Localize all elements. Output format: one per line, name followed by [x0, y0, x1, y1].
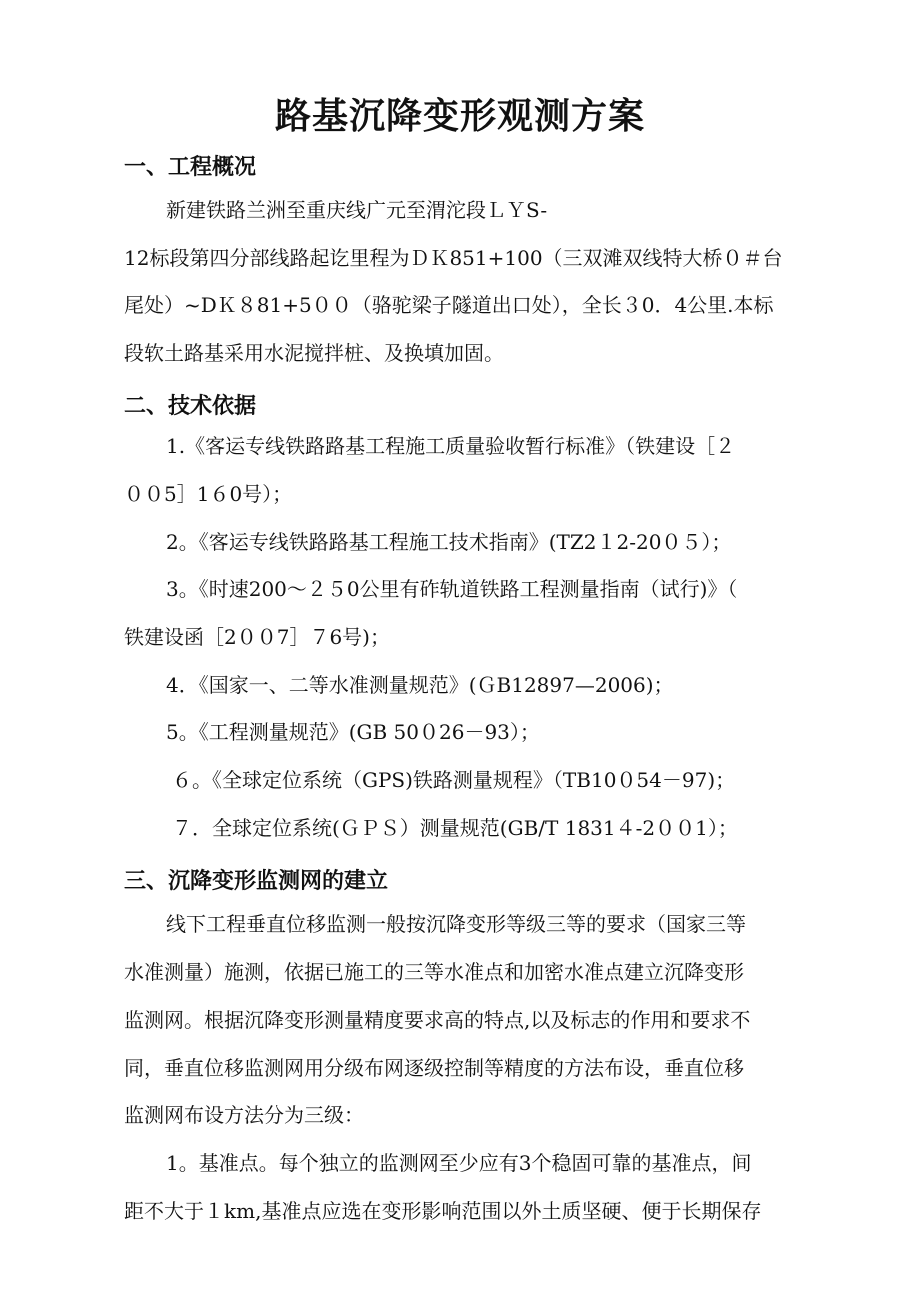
paragraph-line: 段软土路基采用水泥搅拌桩、及换填加固。: [124, 341, 504, 365]
paragraph-line: 尾处）~DＫ８81+5００（骆驼梁子隧道出口处），全长３0．4公里.本标: [124, 293, 774, 317]
reference-item: 4．《国家一、二等水准测量规范》(ＧB12897—2006)；: [166, 673, 674, 697]
paragraph-line: 线下工程垂直位移监测一般按沉降变形等级三等的要求（国家三等: [166, 912, 746, 936]
document-title: 路基沉降变形观测方案: [274, 96, 645, 137]
paragraph-line: 水准测量）施测，依据已施工的三等水准点和加密水准点建立沉降变形: [124, 960, 744, 984]
reference-item-continued: ００5］1６0号）；: [124, 482, 293, 506]
paragraph-line: 监测网布设方法分为三级：: [124, 1103, 364, 1127]
paragraph-line: 12标段第四分部线路起讫里程为ＤＫ851+100（三双滩双线特大桥０＃台: [124, 246, 783, 270]
section-heading-basis: 二、技术依据: [124, 394, 257, 419]
paragraph-line: 监测网。根据沉降变形测量精度要求高的特点,以及标志的作用和要求不: [124, 1008, 751, 1032]
section-heading-network: 三、沉降变形监测网的建立: [124, 869, 389, 894]
reference-item: 5。《工程测量规范》(GB 50０26－93）；: [166, 720, 540, 744]
paragraph-line: 1。基准点。每个独立的监测网至少应有3个稳固可靠的基准点，间: [166, 1151, 752, 1175]
reference-item: ６。《全球定位系统（GPS)铁路测量规程》（TB10０54－97)；: [172, 768, 736, 792]
reference-item-continued: 铁建设函［2００7］７6号)；: [124, 625, 390, 649]
reference-item: 2。《客运专线铁路路基工程施工技术指南》(TZ2１2-20０５）；: [166, 530, 732, 554]
reference-item: 1.《客运专线铁路路基工程施工质量验收暂行标准》（铁建设［２: [166, 434, 736, 458]
reference-item: ７．全球定位系统(ＧＰＳ）测量规范(GB/T 1831４-2００1）；: [172, 816, 738, 840]
paragraph-line: 新建铁路兰洲至重庆线广元至渭沱段ＬＹS-: [166, 198, 548, 222]
reference-item: 3。《时速200～２５0公里有砟轨道铁路工程测量指南（试行)》（: [166, 577, 738, 601]
section-heading-overview: 一、工程概况: [124, 155, 257, 180]
paragraph-line: 同，垂直位移监测网用分级布网逐级控制等精度的方法布设，垂直位移: [124, 1056, 744, 1080]
paragraph-line: 距不大于１km,基准点应选在变形影响范围以外土质坚硬、便于长期保存: [124, 1199, 762, 1223]
